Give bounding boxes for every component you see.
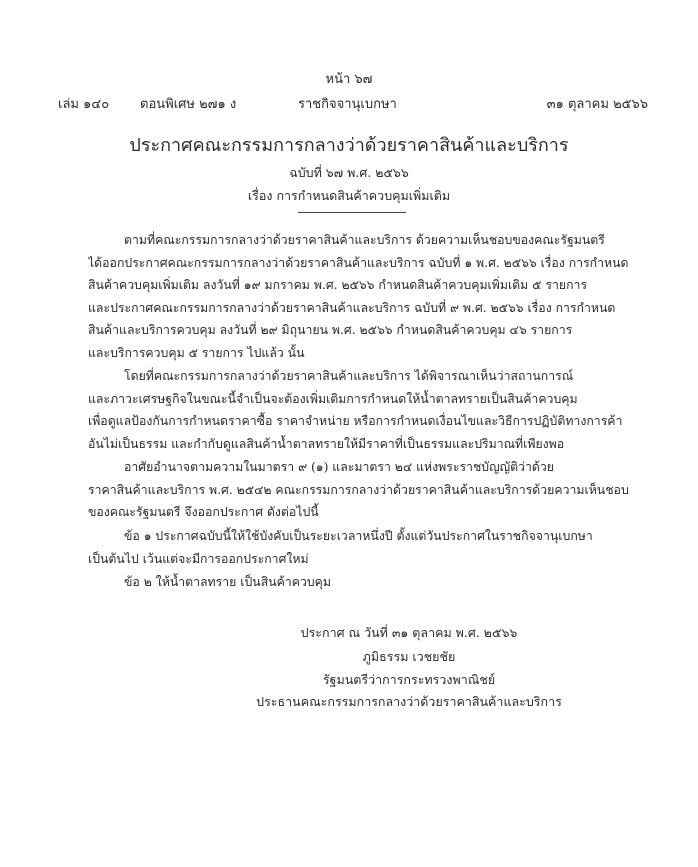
text-line: ข้อ ๑ ประกาศฉบับนี้ให้ใช้บังคับเป็นระยะเวลาหนึ่งปี ตั้งแต่วันประกาศในราชกิจจานุเบกษา: [124, 529, 593, 543]
text-line: และบริการควบคุม ๕ รายการ ไปแล้ว นั้น: [88, 345, 305, 360]
volume-label: เล่ม ๑๔๐: [58, 97, 110, 112]
signer-name: ภูมิธรรม เวชยชัย: [362, 649, 456, 664]
text-line: เป็นต้นไป เว้นแต่จะมีการออกประกาศใหม่: [88, 551, 309, 566]
text-line: ตามที่คณะกรรมการกลางว่าด้วยราคาสินค้าและบริการ ด้วยความเห็นชอบของคณะรัฐมนตรี: [124, 233, 605, 247]
text-line: และประกาศคณะกรรมการกลางว่าด้วยราคาสินค้าและบริการ ฉบับที่ ๙ พ.ศ. ๒๕๖๖ เรื่อง การกำหนด: [88, 300, 616, 315]
gazette-name: ราชกิจจานุเบกษา: [298, 97, 397, 112]
paragraph-2: [88, 365, 636, 455]
text-line: ของคณะรัฐมนตรี จึงออกประกาศ ดังต่อไปนี้: [88, 505, 319, 520]
page-number: หน้า ๖๗: [325, 72, 373, 87]
text-line: และภาวะเศรษฐกิจในขณะนี้จำเป็นจะต้องเพิ่มเติมการกำหนดให้น้ำตาลทรายเป็นสินค้าควบคุม: [88, 391, 578, 406]
gazette-date: ๓๑ ตุลาคม ๒๕๖๖: [546, 97, 648, 112]
text-line: ข้อ ๒ ให้น้ำตาลทราย เป็นสินค้าควบคุม: [124, 575, 332, 589]
text-line: ราคาสินค้าและบริการ พ.ศ. ๒๕๔๒ คณะกรรมการกลางว่าด้วยราคาสินค้าและบริการด้วยความเห็นชอบ: [88, 482, 629, 497]
signer-role: ประธานคณะกรรมการกลางว่าด้วยราคาสินค้าและบริการ: [256, 694, 562, 709]
section-label: ตอนพิเศษ ๒๗๑ ง: [140, 97, 237, 112]
announcement-issue: ฉบับที่ ๖๗ พ.ศ. ๒๕๖๖: [289, 165, 409, 180]
text-line: โดยที่คณะกรรมการกลางว่าด้วยราคาสินค้าและบริการ ได้พิจารณาเห็นว่าสถานการณ์: [124, 369, 574, 383]
paragraph-5: [88, 571, 636, 594]
paragraph-4: [88, 525, 636, 570]
announcement-title: ประกาศคณะกรรมการกลางว่าด้วยราคาสินค้าและบริการ: [129, 135, 569, 156]
paragraph-3: [88, 456, 636, 524]
text-line: สินค้าควบคุมเพิ่มเติม ลงวันที่ ๑๙ มกราคม พ.ศ. ๒๕๖๖ กำหนดสินค้าควบคุมเพิ่มเติม ๕ รายการ: [88, 278, 588, 293]
signer-position: รัฐมนตรีว่าการกระทรวงพาณิชย์: [322, 672, 496, 687]
text-line: สินค้าและบริการควบคุม ลงวันที่ ๒๙ มิถุนายน พ.ศ. ๒๕๖๖ กำหนดสินค้าควบคุม ๔๖ รายการ: [88, 323, 573, 338]
text-line: ได้ออกประกาศคณะกรรมการกลางว่าด้วยราคาสินค้าและบริการ ฉบับที่ ๑ พ.ศ. ๒๕๖๖ เรื่อง การกำหนด: [88, 255, 629, 270]
text-line: อันไม่เป็นธรรม และกำกับดูแลสินค้าน้ำตาลทรายให้มีราคาที่เป็นธรรมและปริมาณที่เพียงพอ: [88, 436, 565, 451]
announcement-subject: เรื่อง การกำหนดสินค้าควบคุมเพิ่มเติม: [247, 188, 451, 203]
paragraph-1: [88, 229, 636, 365]
text-line: อาศัยอำนาจตามความในมาตรา ๙ (๑) และมาตรา ๒๔ แห่งพระราชบัญญัติว่าด้วย: [124, 460, 554, 474]
divider-line: [298, 212, 406, 213]
announcement-date: ประกาศ ณ วันที่ ๓๑ ตุลาคม พ.ศ. ๒๕๖๖: [300, 625, 518, 640]
text-line: เพื่อดูแลป้องกันการกำหนดราคาซื้อ ราคาจำหน่าย หรือการกำหนดเงื่อนไขและวิธีการปฏิบัติทางการค้า: [88, 414, 623, 429]
